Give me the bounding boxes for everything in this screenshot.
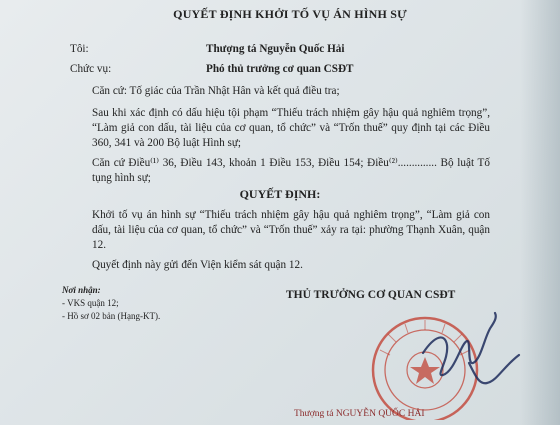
recipients-block (62, 284, 160, 323)
decision-paragraph-2: Quyết định này gửi đến Viện kiểm sát quận 12. (92, 259, 303, 271)
field-chucvu-value: Phó thủ trưởng cơ quan CSĐT (206, 63, 354, 75)
recipient-item: - Hồ sơ 02 bản (Hạng-KT). (62, 311, 161, 322)
paragraph-1: Sau khi xác định có dấu hiệu tội phạm “Thiếu trách nhiệm gây hậu quả nghiêm trọng”, “Làm giả con dấu, tài liệu của cơ quan, tổ chức” và “Trốn thuế” quy định tại các Điều 360, 341 và 200 Bộ luật Hình sự; (92, 107, 490, 150)
document-title: QUYẾT ĐỊNH KHỞI TỐ VỤ ÁN HÌNH SỰ (173, 7, 407, 21)
recipient-item: - VKS quận 12; (62, 298, 119, 309)
signer-name: Thượng tá NGUYỄN QUỐC HẢI (294, 409, 425, 419)
paragraph-2: Căn cứ Điều⁽¹⁾ 36, Điều 143, khoản 1 Điều 153, Điều 154; Điều⁽²⁾.............. Bộ luật Tố tụng hình sự; (92, 157, 490, 185)
decision-paragraph-1: Khởi tố vụ án hình sự “Thiếu trách nhiệm gây hậu quả nghiêm trọng”, “Làm giả con dấu, tài liệu của cơ quan, tổ chức” và “Trốn thuế” xảy ra tại: phường Thạnh Xuân, quận 12. (92, 209, 490, 252)
field-toi-label: Tôi: (70, 43, 89, 55)
page-shadow (520, 0, 560, 425)
decision-heading: QUYẾT ĐỊNH: (239, 187, 321, 201)
field-toi-value: Thượng tá Nguyễn Quốc Hải (206, 43, 345, 55)
recipients-head: Nơi nhận: (62, 285, 101, 295)
signature-title: THỦ TRƯỞNG CƠ QUAN CSĐT (286, 289, 456, 301)
field-chucvu-label: Chức vụ: (70, 63, 112, 75)
handwritten-signature-icon (415, 305, 525, 395)
can-cu-line: Căn cứ: Tố giác của Trần Nhật Hân và kết quả điều tra; (92, 85, 340, 97)
